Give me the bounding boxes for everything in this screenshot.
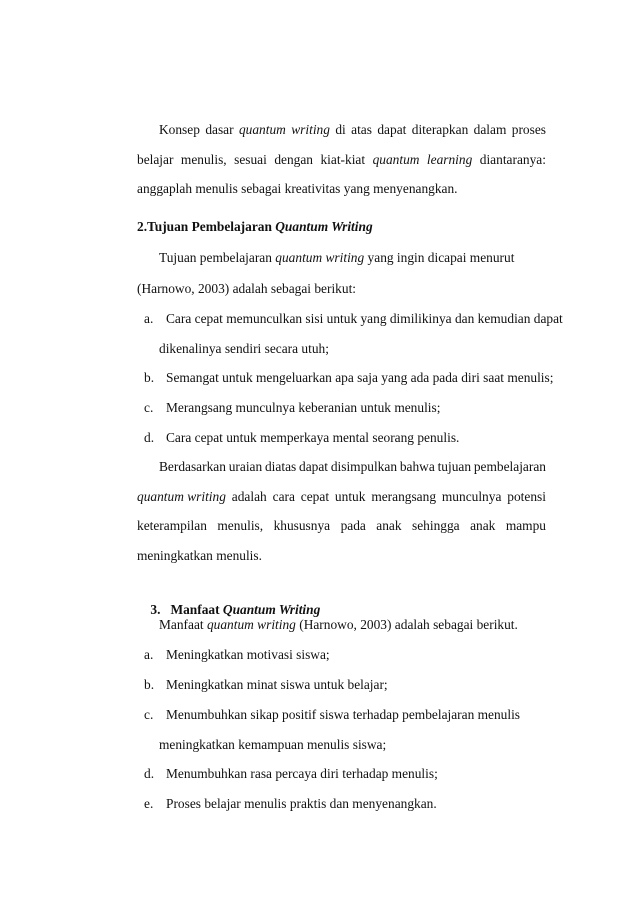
word: learning bbox=[426, 152, 473, 167]
list-item-continuation: dikenalinya sendiri secara utuh; bbox=[159, 341, 329, 356]
conclusion-line-4: meningkatkan menulis. bbox=[137, 548, 262, 563]
list-item: a. Cara cepat memunculkan sisi untuk yang dimilikinya dan kemudian dapat bbox=[144, 311, 563, 326]
word: writing bbox=[291, 122, 330, 137]
word: diterapkan bbox=[411, 122, 469, 137]
section-3-para: Manfaat quantum writing (Harnowo, 2003) adalah sebagai berikut. bbox=[159, 617, 518, 632]
conclusion-line-3: keterampilan menulis, khususnya pada anak sehingga anak mampu bbox=[137, 518, 546, 533]
word: dapat bbox=[377, 122, 407, 137]
list-marker: b. bbox=[144, 677, 155, 692]
list-marker: d. bbox=[144, 430, 155, 445]
conclusion-line-2: quantum writing adalah cara cepat untuk merangsang munculnya potensi bbox=[137, 489, 546, 504]
list-item: d. Cara cepat untuk memperkaya mental seorang penulis. bbox=[144, 430, 460, 445]
word: quantum bbox=[372, 152, 420, 167]
list-item: b. Semangat untuk mengeluarkan apa saja yang ada pada diri saat menulis; bbox=[144, 370, 554, 385]
list-marker: d. bbox=[144, 766, 155, 781]
word: dalam bbox=[473, 122, 507, 137]
list-marker: c. bbox=[144, 707, 154, 722]
list-marker: c. bbox=[144, 400, 154, 415]
word: sesuai bbox=[234, 152, 267, 167]
intro-line-2 bbox=[137, 152, 546, 168]
list-item: c. Merangsang munculnya keberanian untuk menulis; bbox=[144, 400, 441, 415]
word: proses bbox=[511, 122, 546, 137]
word: dasar bbox=[205, 122, 234, 137]
list-item: a. Meningkatkan motivasi siswa; bbox=[144, 647, 330, 662]
word: diantaranya: bbox=[479, 152, 546, 167]
section-2-para-line-1: Tujuan pembelajaran quantum writing yang ingin dicapai menurut bbox=[159, 250, 515, 265]
list-item: b. Meningkatkan minat siswa untuk belajar; bbox=[144, 677, 388, 692]
list-item-continuation: meningkatkan kemampuan menulis siswa; bbox=[159, 737, 387, 752]
list-item: d. Menumbuhkan rasa percaya diri terhadap menulis; bbox=[144, 766, 438, 781]
word: belajar bbox=[137, 152, 174, 167]
intro-line-3: anggaplah menulis sebagai kreativitas yang menyenangkan. bbox=[137, 181, 458, 196]
list-marker: e. bbox=[144, 796, 154, 811]
section-2-para-line-2: (Harnowo, 2003) adalah sebagai berikut: bbox=[137, 281, 357, 296]
list-item: c. Menumbuhkan sikap positif siswa terhadap pembelajaran menulis bbox=[144, 707, 521, 722]
list-marker: a. bbox=[144, 311, 154, 326]
section-3-heading: 3. Manfaat Quantum Writing bbox=[150, 602, 321, 617]
word: atas bbox=[351, 122, 372, 137]
word: menulis, bbox=[180, 152, 227, 167]
word: kiat-kiat bbox=[320, 152, 366, 167]
intro-line-1 bbox=[159, 122, 546, 138]
word: di bbox=[335, 122, 346, 137]
list-marker: b. bbox=[144, 370, 155, 385]
list-marker: a. bbox=[144, 647, 154, 662]
conclusion-line-1: Berdasarkan uraian diatas dapat disimpulkan bahwa tujuan pembelajaran bbox=[159, 459, 546, 474]
list-item: e. Proses belajar menulis praktis dan menyenangkan. bbox=[144, 796, 437, 811]
word: Konsep bbox=[159, 122, 200, 137]
word: quantum bbox=[238, 122, 286, 137]
word: dengan bbox=[274, 152, 313, 167]
section-2-heading: 2.Tujuan Pembelajaran Quantum Writing bbox=[137, 219, 373, 234]
